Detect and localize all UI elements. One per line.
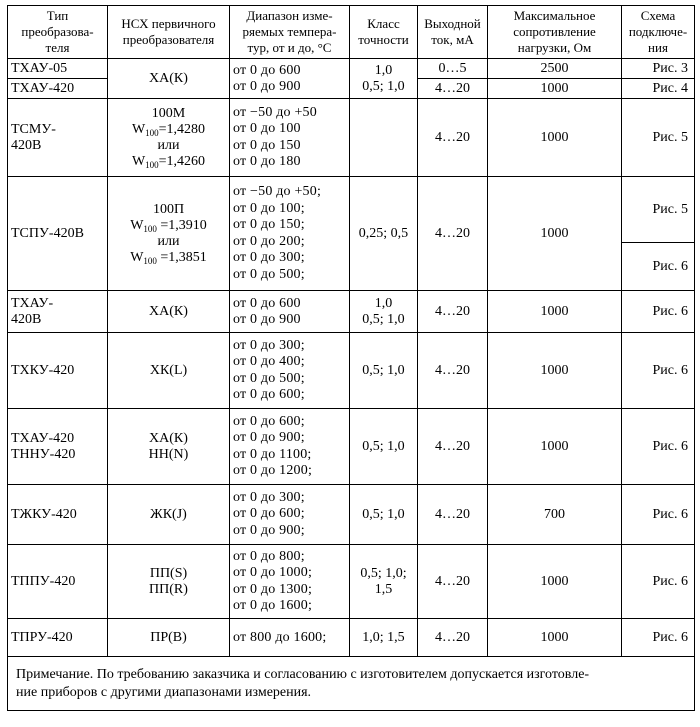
- cell-fig: Рис. 4: [622, 79, 695, 99]
- note-box: [7, 656, 695, 711]
- cell-class: 1,0 0,5; 1,0: [350, 291, 418, 333]
- cell-range: от 0 до 600 от 0 до 900: [230, 291, 350, 333]
- cell-fig: Рис. 6: [622, 291, 695, 333]
- header-type: Тип преобразова- теля: [8, 6, 108, 59]
- cell-out: 4…20: [418, 333, 488, 409]
- cell-out: 4…20: [418, 99, 488, 177]
- cell-nsh: ХК(L): [108, 333, 230, 409]
- cell-type: ТХАУ-420: [8, 79, 108, 99]
- cell-type: ТХКУ-420: [8, 333, 108, 409]
- cell-class: 0,5; 1,0: [350, 485, 418, 545]
- table-row: [8, 59, 695, 79]
- cell-range: от 0 до 800; от 0 до 1000; от 0 до 1300; от 0 до 1600;: [230, 545, 350, 619]
- cell-nsh: ПР(В): [108, 619, 230, 657]
- cell-out: 4…20: [418, 177, 488, 291]
- cell-range: от 0 до 300; от 0 до 600; от 0 до 900;: [230, 485, 350, 545]
- header-range: Диапазон изме- ряемых темпера- тур, от и до, °С: [230, 6, 350, 59]
- header-fig: Схема подключе- ния: [622, 6, 695, 59]
- cell-out: 4…20: [418, 409, 488, 485]
- cell-type: ТПРУ-420: [8, 619, 108, 657]
- cell-nsh: ХА(К) НН(N): [108, 409, 230, 485]
- cell-fig: Рис. 5: [622, 177, 695, 243]
- cell-load: 1000: [488, 177, 622, 291]
- cell-type: ТХАУ-420 ТННУ-420: [8, 409, 108, 485]
- cell-out: 4…20: [418, 545, 488, 619]
- note-line: Примечание. По требованию заказчика и согласованию с изготовителем допускается изготовле-: [16, 667, 590, 682]
- cell-load: 2500: [488, 59, 622, 79]
- cell-load: 1000: [488, 333, 622, 409]
- cell-nsh: ЖК(J): [108, 485, 230, 545]
- cell-range: от −50 до +50; от 0 до 100; от 0 до 150; от 0 до 200; от 0 до 300; от 0 до 500;: [230, 177, 350, 291]
- table-row: [8, 545, 695, 619]
- note-text: [8, 656, 694, 702]
- cell-fig: Рис. 6: [622, 485, 695, 545]
- table-row: [8, 619, 695, 657]
- header-row: [8, 6, 695, 59]
- cell-out: 4…20: [418, 485, 488, 545]
- cell-range: от 0 до 600 от 0 до 900: [230, 59, 350, 99]
- cell-type: ТЖКУ-420: [8, 485, 108, 545]
- cell-load: 1000: [488, 545, 622, 619]
- cell-class: 1,0 0,5; 1,0: [350, 59, 418, 99]
- note-line: ние приборов с другими диапазонами измерения.: [16, 685, 312, 700]
- cell-fig: Рис. 3: [622, 59, 695, 79]
- cell-type: ТСПУ-420В: [8, 177, 108, 291]
- cell-range: от 800 до 1600;: [230, 619, 350, 657]
- cell-type: ТХАУ-05: [8, 59, 108, 79]
- table-row: [8, 291, 695, 333]
- cell-type: ТППУ-420: [8, 545, 108, 619]
- cell-range: от −50 до +50 от 0 до 100 от 0 до 150 от 0 до 180: [230, 99, 350, 177]
- cell-load: 1000: [488, 619, 622, 657]
- cell-out: 4…20: [418, 291, 488, 333]
- cell-out: 0…5: [418, 59, 488, 79]
- cell-out: 4…20: [418, 619, 488, 657]
- cell-fig: Рис. 6: [622, 409, 695, 485]
- cell-load: 1000: [488, 291, 622, 333]
- cell-fig: Рис. 6: [622, 243, 695, 291]
- cell-nsh: 100П $W_{100} =1,3910$ или $W_{100} =1,3851$: [108, 177, 230, 291]
- cell-range: от 0 до 600; от 0 до 900; от 0 до 1100; от 0 до 1200;: [230, 409, 350, 485]
- cell-fig: Рис. 6: [622, 545, 695, 619]
- cell-load: 1000: [488, 409, 622, 485]
- cell-out: 4…20: [418, 79, 488, 99]
- cell-load: 700: [488, 485, 622, 545]
- header-out: Выходной ток, мА: [418, 6, 488, 59]
- cell-class: [350, 99, 418, 177]
- cell-nsh: ХА(К): [108, 59, 230, 99]
- cell-nsh: ХА(К): [108, 291, 230, 333]
- table-row: [8, 409, 695, 485]
- table-row: [8, 333, 695, 409]
- cell-type: ТХАУ- 420В: [8, 291, 108, 333]
- cell-fig: Рис. 6: [622, 619, 695, 657]
- header-load: Максимальное сопротивление нагрузки, Ом: [488, 6, 622, 59]
- cell-nsh: 100М $W_{100}=1,4280$ или $W_{100}=1,4260$: [108, 99, 230, 177]
- table-row: [8, 99, 695, 177]
- cell-type: ТСМУ- 420В: [8, 99, 108, 177]
- cell-load: 1000: [488, 99, 622, 177]
- table-row: [8, 177, 695, 243]
- cell-class: 1,0; 1,5: [350, 619, 418, 657]
- cell-fig: Рис. 5: [622, 99, 695, 177]
- spec-table: [7, 5, 695, 657]
- cell-class: 0,5; 1,0: [350, 333, 418, 409]
- cell-load: 1000: [488, 79, 622, 99]
- cell-class: 0,5; 1,0: [350, 409, 418, 485]
- table-row: [8, 485, 695, 545]
- header-class: Класс точности: [350, 6, 418, 59]
- cell-class: 0,5; 1,0; 1,5: [350, 545, 418, 619]
- header-nsh: НСХ первичного преобразователя: [108, 6, 230, 59]
- cell-fig: Рис. 6: [622, 333, 695, 409]
- cell-class: 0,25; 0,5: [350, 177, 418, 291]
- cell-range: от 0 до 300; от 0 до 400; от 0 до 500; от 0 до 600;: [230, 333, 350, 409]
- cell-nsh: ПП(S) ПП(R): [108, 545, 230, 619]
